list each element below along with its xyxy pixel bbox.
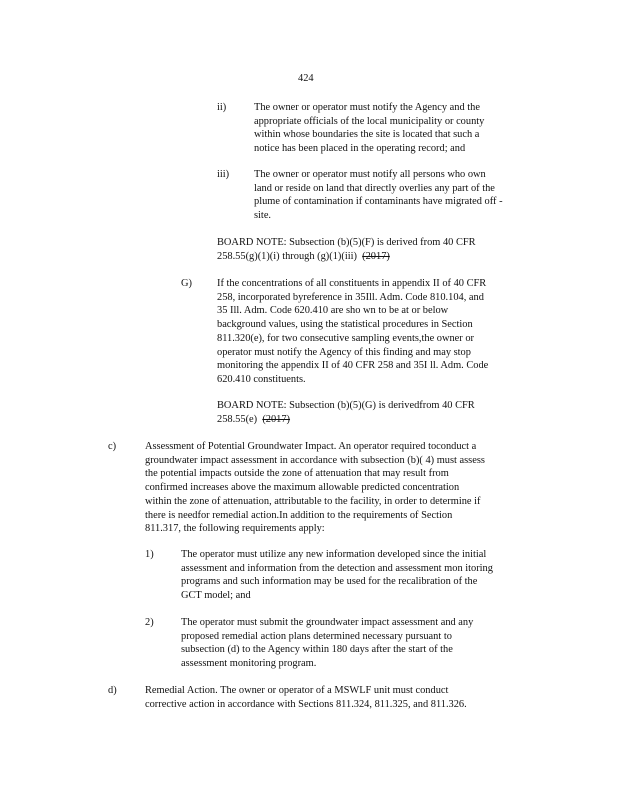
text-line: assessment monitoring program. bbox=[181, 658, 317, 670]
text-line: appropriate officials of the local municipality or county bbox=[254, 115, 485, 127]
item-c1-label: 1) bbox=[145, 549, 154, 560]
text-line: assessment and information from the detection and assessment mon itoring bbox=[181, 562, 493, 574]
item-c2-text bbox=[181, 616, 473, 671]
item-c2-label: 2) bbox=[145, 617, 154, 628]
text-line: The operator must utilize any new information developed since the initial bbox=[181, 549, 487, 560]
text-line: The owner or operator must notify the Agency and the bbox=[254, 102, 480, 113]
note-line: BOARD NOTE: Subsection (b)(5)(G) is derivedfrom 40 CFR bbox=[217, 400, 475, 411]
item-d-text bbox=[145, 684, 467, 711]
item-iii-label: iii) bbox=[217, 169, 230, 180]
struck-year: (2017) bbox=[362, 250, 390, 262]
item-iii-text bbox=[254, 168, 503, 223]
note-line bbox=[217, 413, 475, 427]
text-line: confirmed increases above the maximum allowable predicted concentration bbox=[145, 482, 460, 494]
item-c1-text bbox=[181, 548, 493, 603]
note-line bbox=[217, 250, 476, 264]
text-line: plume of contamination if contaminants have migrated off - bbox=[254, 196, 503, 208]
text-line: monitoring the appendix II of 40 CFR 258 and 35I ll. Adm. Code bbox=[217, 360, 489, 372]
item-g-label: G) bbox=[181, 278, 192, 289]
item-ii-label: ii) bbox=[217, 102, 227, 113]
text-line: proposed remedial action plans determined necessary pursuant to bbox=[181, 630, 452, 642]
text-line: notice has been placed in the operating record; and bbox=[254, 143, 466, 155]
text-line: site. bbox=[254, 210, 272, 222]
text-line: The operator must submit the groundwater impact assessment and any bbox=[181, 617, 474, 628]
text-line: groundwater impact assessment in accordance with subsection (b)( 4) must assess bbox=[145, 454, 485, 466]
text-line: GCT model; and bbox=[181, 590, 251, 602]
text-line: The owner or operator must notify all persons who own bbox=[254, 169, 486, 180]
text-line: the potential impacts outside the zone of attenuation that may result from bbox=[145, 468, 449, 480]
page-number: 424 bbox=[298, 73, 314, 84]
text-line: corrective action in accordance with Sections 811.324, 811.325, and 811.326. bbox=[145, 698, 467, 710]
board-note-g bbox=[217, 399, 475, 426]
text-line: 258, incorporated byreference in 35Ill. Adm. Code 810.104, and bbox=[217, 291, 484, 303]
board-note-f bbox=[217, 236, 476, 263]
text-line: Remedial Action. The owner or operator of a MSWLF unit must conduct bbox=[145, 685, 449, 696]
item-d-label: d) bbox=[108, 685, 117, 696]
text-line: 35 Ill. Adm. Code 620.410 are sho wn to be at or below bbox=[217, 305, 449, 317]
text-line: land or reside on land that directly overlies any part of the bbox=[254, 182, 495, 194]
text-line: within the zone of attenuation, attributable to the facility, in order to determine if bbox=[145, 495, 481, 507]
text-line: background values, using the statistical procedures in Section bbox=[217, 319, 473, 331]
text-line: subsection (d) to the Agency within 180 days after the start of the bbox=[181, 644, 453, 656]
text-line: 811.317, the following requirements apply: bbox=[145, 523, 325, 535]
text-line: operator must notify the Agency of this finding and may stop bbox=[217, 346, 471, 358]
text-line: If the concentrations of all constituents in appendix II of 40 CFR bbox=[217, 278, 487, 289]
note-citation: 258.55(e) bbox=[217, 413, 258, 425]
text-line: 811.320(e), for two consecutive sampling events,the owner or bbox=[217, 332, 475, 344]
item-c-label: c) bbox=[108, 441, 117, 452]
text-line: there is needfor remedial action.In addition to the requirements of Section bbox=[145, 509, 453, 521]
text-line: within whose boundaries the site is located that such a bbox=[254, 129, 480, 141]
note-line: BOARD NOTE: Subsection (b)(5)(F) is derived from 40 CFR bbox=[217, 237, 476, 248]
struck-year: (2017) bbox=[262, 413, 291, 425]
text-line: programs and such information may be used for the recalibration of the bbox=[181, 576, 478, 588]
item-ii-text bbox=[254, 101, 484, 156]
note-citation: 258.55(g)(1)(i) through (g)(1)(iii) bbox=[217, 250, 357, 262]
item-g-text bbox=[217, 277, 488, 387]
text-line: Assessment of Potential Groundwater Impact. An operator required toconduct a bbox=[145, 441, 477, 452]
text-line: 620.410 constituents. bbox=[217, 373, 306, 385]
item-c-text bbox=[145, 440, 485, 536]
